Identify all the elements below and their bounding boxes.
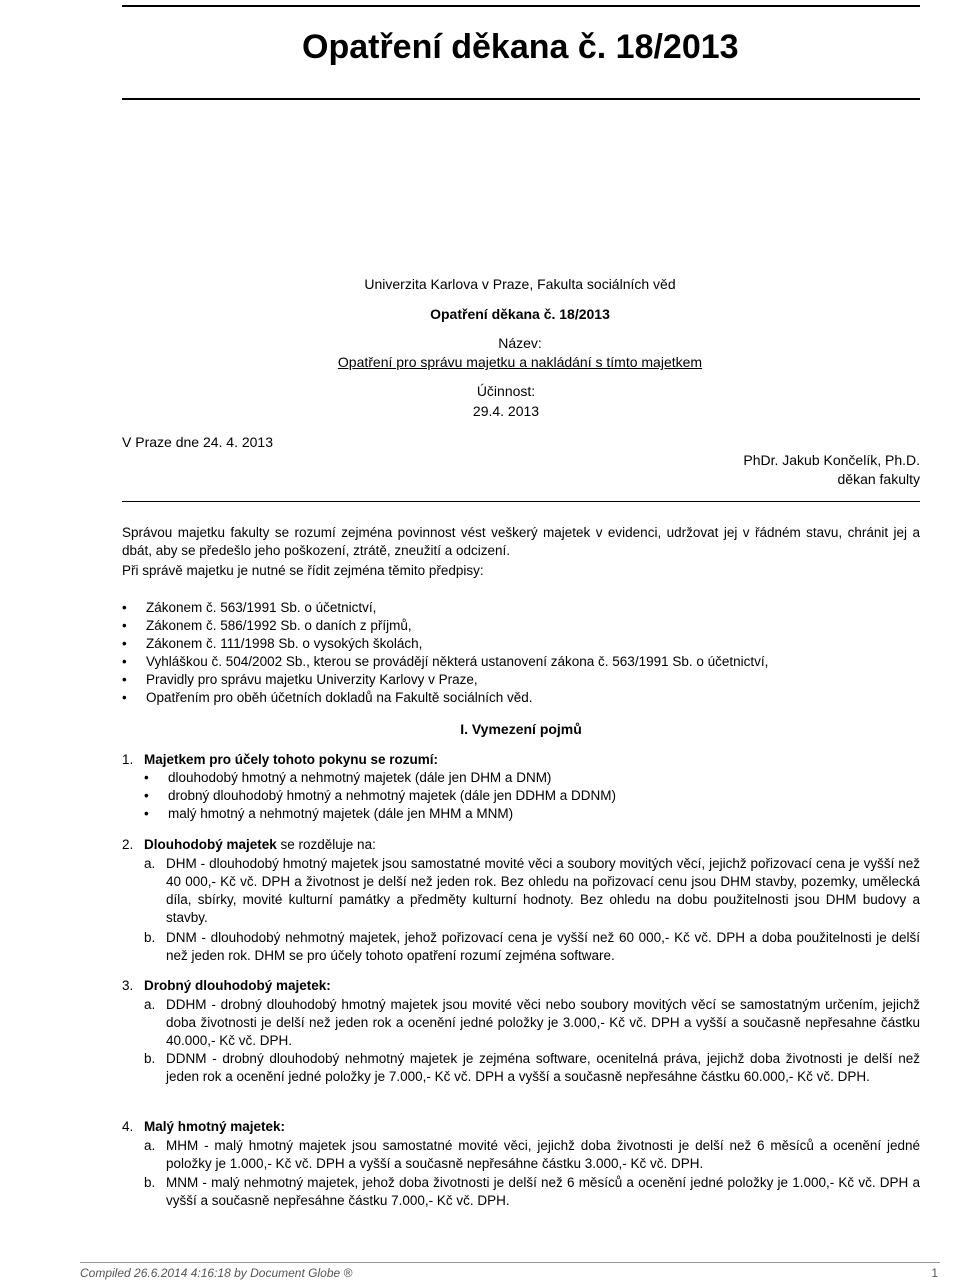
- item-1-list: [144, 769, 920, 823]
- item-3-title: Drobný dlouhodobý majetek:: [144, 978, 331, 993]
- meta-rule: [122, 501, 920, 502]
- item-3-number: 3.: [122, 978, 134, 993]
- item-2-number: 2.: [122, 837, 134, 852]
- bullet-icon: •: [122, 600, 127, 615]
- list-item: • Pravidly pro správu majetku Univerzity Karlovy v Praze,: [122, 672, 478, 687]
- name-value: Opatření pro správu majetku a nakládání s tímto majetkem: [337, 354, 703, 370]
- item-4b-text: MNM - malý nehmotný majetek, jehož doba životnosti je delší než 6 měsíců a ocenění jedné položky je 1.000,- Kč vč. DPH a vyšší a současně nepřesáhne částku 7.000,- Kč vč. DPH.: [166, 1175, 920, 1208]
- page-number: 1: [931, 1266, 938, 1280]
- bullet-icon: •: [122, 654, 127, 669]
- bullet-icon: •: [122, 672, 127, 687]
- list-item: • drobný dlouhodobý hmotný a nehmotný majetek (dále jen DDHM a DDNM): [144, 788, 616, 803]
- item-2-title: Dlouhodobý majetek: [144, 837, 277, 852]
- bullet-icon: •: [144, 806, 149, 821]
- list-item: • Zákonem č. 586/1992 Sb. o daních z příjmů,: [122, 618, 412, 633]
- place-date: V Praze dne 24. 4. 2013: [122, 434, 273, 450]
- university-name: Univerzita Karlova v Praze, Fakulta sociálních věd: [364, 276, 676, 292]
- item-4-title: Malý hmotný majetek:: [144, 1119, 286, 1134]
- page-title: Opatření děkana č. 18/2013: [302, 28, 739, 66]
- item-2a-text: DHM - dlouhodobý hmotný majetek jsou samostatné movité věci a soubory movitých věcí, jejichž pořizovací cena je vyšší než 40 000,- Kč vč. DPH a životnost je delší než jeden rok. Bez ohledu na pořizovací cenu jsou DHM stavby, pozemky, umělecká díla, sbírky, movité kulturní památky a předměty kulturní hodnoty. Bez ohledu na dobu použitelnosti jsou DHM budovy a stavby.: [166, 856, 920, 925]
- list-item: • dlouhodobý hmotný a nehmotný majetek (dále jen DHM a DNM): [144, 770, 552, 785]
- list-item: • Opatřením pro oběh účetních dokladů na Fakultě sociálních věd.: [122, 690, 533, 705]
- list-item: • Vyhláškou č. 504/2002 Sb., kterou se provádějí některá ustanovení zákona č. 563/1991 Sb. o účetnictví,: [122, 654, 769, 669]
- item-1-number: 1.: [122, 752, 134, 767]
- item-2-heading: [144, 836, 376, 854]
- footer-rule: [80, 1262, 940, 1263]
- item-4b-letter: b.: [144, 1175, 156, 1190]
- bullet-icon: •: [144, 788, 149, 803]
- bullet-icon: •: [122, 690, 127, 705]
- bullet-icon: •: [122, 618, 127, 633]
- bullet-icon: •: [122, 636, 127, 651]
- item-3b-text: DDNM - drobný dlouhodobý nehmotný majetek je zejména software, ocenitelná práva, jejichž doba životnosti je delší než jeden rok a ocenění jedné položky je 7.000,- Kč vč. DPH a vyšší a současně nepřesáhne částku 60.000,- Kč vč. DPH.: [166, 1051, 920, 1084]
- footer-compiled: Compiled 26.6.2014 4:16:18 by Document Globe ®: [80, 1266, 353, 1280]
- doc-title: Opatření děkana č. 18/2013: [430, 306, 610, 322]
- intro-paragraph: Správou majetku fakulty se rozumí zejména povinnost vést veškerý majetek v evidenci, udržovat jej v řádném stavu, chránit jej a dbát, aby se předešlo jeho poškození, ztrátě, zneužití a odcizení.: [122, 525, 920, 558]
- name-label: Název:: [498, 335, 542, 351]
- effect-value: 29.4. 2013: [472, 403, 540, 419]
- section-heading: I. Vymezení pojmů: [460, 721, 582, 737]
- item-4a-text: MHM - malý hmotný majetek jsou samostatné movité věci, jejichž doba životnosti je delší než 6 měsíců a ocenění jedné položky je 1.000,- Kč vč. DPH a vyšší a současně nepřesáhne částku 3.000,- Kč vč. DPH.: [166, 1138, 920, 1171]
- item-2b-text: DNM - dlouhodobý nehmotný majetek, jehož pořizovací cena je vyšší než 60 000,- Kč vč. DPH a doba použitelnosti je delší než jeden rok. DHM se pro účely tohoto opatření rozumí zejména software.: [166, 930, 920, 963]
- intro-regs-lead: Při správě majetku je nutné se řídit zejména těmito předpisy:: [122, 563, 484, 578]
- list-item: • malý hmotný a nehmotný majetek (dále jen MHM a MNM): [144, 806, 514, 821]
- regs-list: [122, 599, 920, 707]
- signer-role: děkan fakulty: [837, 471, 920, 487]
- bullet-icon: •: [144, 770, 149, 785]
- item-3a-letter: a.: [144, 997, 156, 1012]
- title-rule: [122, 98, 920, 100]
- item-2a-letter: a.: [144, 856, 156, 871]
- item-4a-letter: a.: [144, 1138, 156, 1153]
- list-item: • Zákonem č. 563/1991 Sb. o účetnictví,: [122, 600, 377, 615]
- item-2-rest: se rozděluje na:: [276, 837, 376, 852]
- item-3b-letter: b.: [144, 1051, 156, 1066]
- list-item: • Zákonem č. 111/1998 Sb. o vysokých školách,: [122, 636, 423, 651]
- item-1-title: Majetkem pro účely tohoto pokynu se rozumí:: [144, 752, 439, 767]
- effect-label: Účinnost:: [476, 383, 536, 399]
- signer-name: PhDr. Jakub Končelík, Ph.D.: [743, 452, 920, 468]
- item-2b-letter: b.: [144, 930, 156, 945]
- item-4-number: 4.: [122, 1119, 134, 1134]
- top-rule: [122, 5, 920, 7]
- item-3a-text: DDHM - drobný dlouhodobý hmotný majetek jsou movité věci nebo soubory movitých věcí se samostatným určením, jejichž doba životnosti je delší než jeden rok a ocenění jedné položky je 3.000,- Kč vč. DPH a vyšší a současně nepřesahne částku 40.000,- Kč vč. DPH.: [166, 997, 920, 1048]
